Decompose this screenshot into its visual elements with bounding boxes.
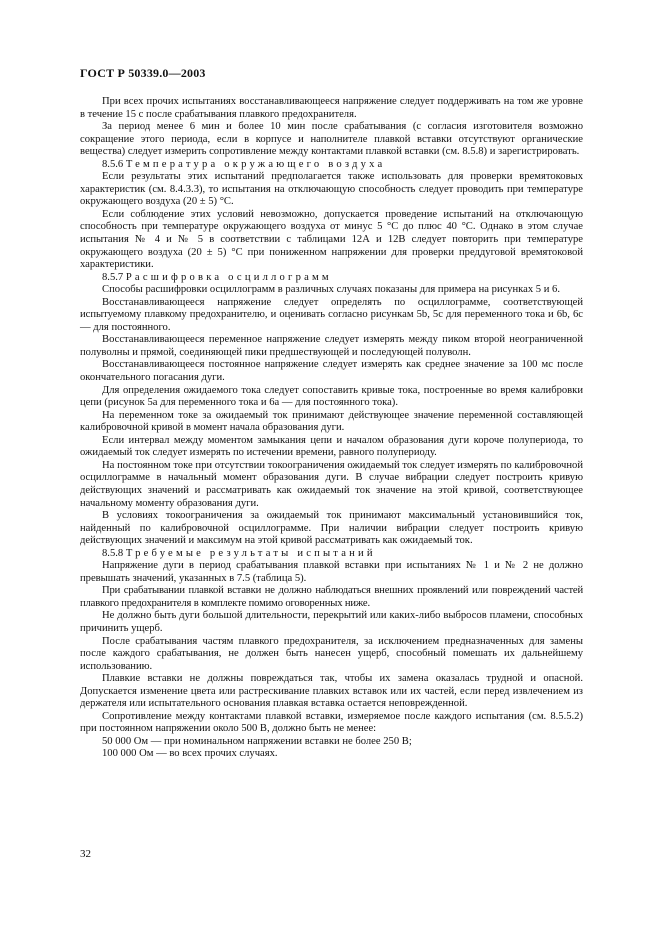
paragraph: Способы расшифровки осциллограмм в различных случаях показаны для примера на рисунках 5 и 6.: [102, 284, 560, 296]
paragraph: Плавкие вставки не должны повреждаться так, чтобы их замена оказалась трудной и опасной. Допускается изменение цвета или растрескивание плавких вставок или их частей, если перед извлечением из держателя или испытательного основания плавкая вставка остается неповрежденной.: [80, 673, 583, 710]
paragraph: На постоянном токе при отсутствии токоограничения ожидаемый ток следует измерять по калибровочной осциллограмме в начальный момент образования дуги. В случае вибрации следует построить кривую действующих значений и рассматривать как ожидаемый ток значение на этой кривой, соответствующее начальному моменту образования дуги.: [80, 459, 583, 509]
paragraph: В условиях токоограничения за ожидаемый ток принимают максимальный установившийся ток, найденный по калибровочной осциллограмме. При наличии вибрации следует построить кривую действующих значений и максимум на этой кривой рассматривать как ожидаемый ток.: [80, 510, 583, 547]
section-heading: [80, 272, 583, 285]
section-number: 8.5.7: [102, 271, 124, 283]
page-body: [80, 96, 583, 761]
list-item: 50 000 Ом — при номинальном напряжении вставки не более 250 В;: [102, 735, 412, 747]
section-title: Температура окружающего воздуха: [125, 158, 386, 170]
paragraph: Если результаты этих испытаний предполагается также использовать для проверки времятоковых характеристик (см. 8.4.3.3), то испытания на отключающую способность следует проводить при температуре окружающего воздуха (20 ± 5) °С.: [80, 171, 583, 208]
document-header: ГОСТ Р 50339.0—2003: [80, 66, 206, 80]
section-title: Требуемые результаты испытаний: [125, 547, 376, 559]
section-heading: [80, 159, 583, 172]
section-title: Расшифровка осциллограмм: [125, 271, 332, 283]
section-number: 8.5.8: [102, 547, 124, 559]
paragraph: Восстанавливающееся постоянное напряжение следует измерять как среднее значение за 100 мс после окончательного погасания дуги.: [80, 359, 583, 384]
list-item: 100 000 Ом — во всех прочих случаях.: [102, 748, 278, 760]
paragraph: За период менее 6 мин и более 10 мин после срабатывания (с согласия изготовителя возможно сокращение этого периода, если в корпусе и наполнителе плавкой вставки отсутствуют органические вещества) следует измерить сопротивление между контактами плавкой вставки (см. 8.5.8) и зарегистрировать.: [80, 121, 583, 158]
page-number: 32: [80, 848, 91, 860]
paragraph: Напряжение дуги в период срабатывания плавкой вставки при испытаниях № 1 и № 2 не должно превышать значений, указанных в 7.5 (таблица 5).: [80, 560, 583, 584]
paragraph: При срабатывании плавкой вставки не должно наблюдаться внешних проявлений или повреждений частей плавкого предохранителя в комплекте помимо оговоренных ниже.: [80, 585, 583, 609]
paragraph: После срабатывания частям плавкого предохранителя, за исключением предназначенных для замены после каждого срабатывания, не должен быть нанесен ущерб, способный помешать их дальнейшему использованию.: [80, 635, 583, 672]
paragraph: Если соблюдение этих условий невозможно, допускается проведение испытаний на отключающую способность при температуре окружающего воздуха от минус 5 °С до плюс 40 °С. Однако в этом случае испытания № 4 и № 5 в соответствии с таблицами 12А и 12В следует повторить при температуре окружающего воздуха (20 ± 5) °С при пониженном напряжении для проверки преддуговой времятоковой характеристики.: [80, 208, 583, 271]
paragraph: Не должно быть дуги большой длительности, перекрытий или каких-либо выбросов пламени, способных причинить ущерб.: [80, 610, 583, 634]
section-number: 8.5.6: [102, 158, 124, 170]
paragraph: Сопротивление между контактами плавкой вставки, измеряемое после каждого испытания (см. 8.5.5.2) при постоянном напряжении около 500 В, должно быть не менее:: [80, 710, 583, 735]
paragraph: Если интервал между моментом замыкания цепи и началом образования дуги короче полупериода, то ожидаемый ток следует измерять по истечении времени, равного полупериоду.: [80, 434, 583, 459]
paragraph: Восстанавливающееся переменное напряжение следует измерять между пиком второй неограниченной полуволны и прямой, соединяющей пики предшествующей и последующей полуволн.: [80, 334, 583, 358]
paragraph: Для определения ожидаемого тока следует сопоставить кривые тока, построенные во время калибровки цепи (рисунок 5а для переменного тока и 6а — для постоянного тока).: [80, 384, 583, 409]
paragraph: При всех прочих испытаниях восстанавливающееся напряжение следует поддерживать на том же уровне в течение 15 с после срабатывания плавкого предохранителя.: [80, 96, 583, 120]
section-heading: [80, 548, 583, 561]
paragraph: На переменном токе за ожидаемый ток принимают действующее значение переменной составляющей калибровочной кривой в момент начала образования дуги.: [80, 409, 583, 434]
paragraph: Восстанавливающееся напряжение следует определять по осциллограмме, соответствующей испытуемому плавкому предохранителю, и оценивать согласно рисункам 5b, 5c для переменного тока и 6b, 6c — для постоянного.: [80, 296, 583, 333]
